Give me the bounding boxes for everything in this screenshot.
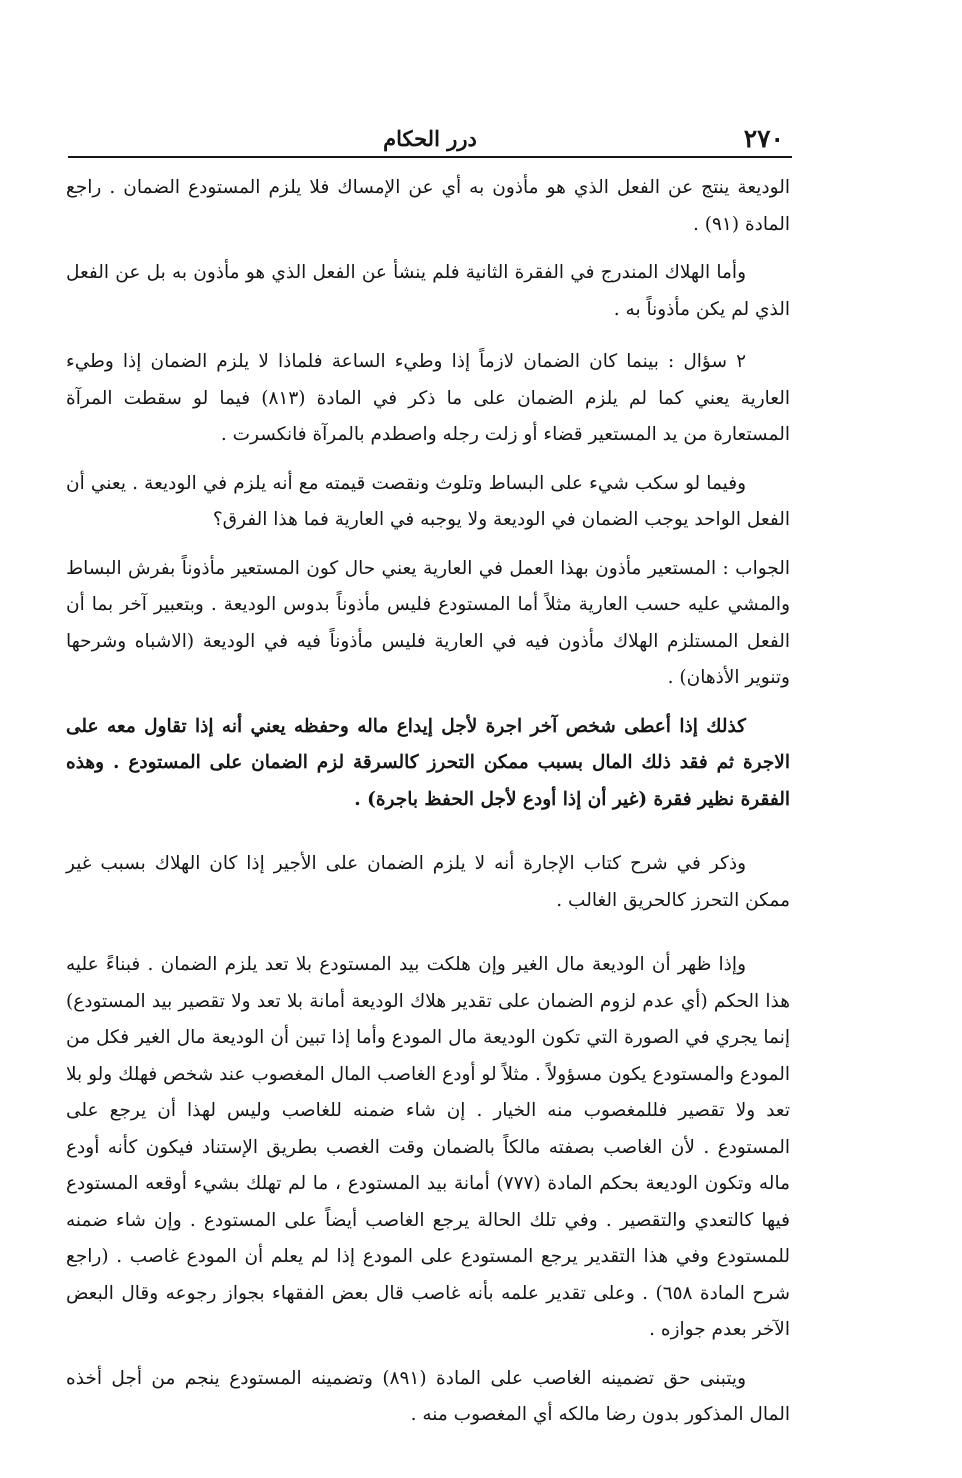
paragraph-2: وأما الهلاك المندرج في الفقرة الثانية فلم ينشأ عن الفعل الذي هو مأذون به بل عن الفعل الذي لم يكن مأذوناً به . (66, 262, 790, 320)
paragraph-7: وذكر في شرح كتاب الإجارة أنه لا يلزم الضمان على الأجير إذا كان الهلاك بسبب غير ممكن التحرز كالحريق الغالب . (66, 853, 790, 911)
paragraph-9: ويتبنى حق تضمينه الغاصب على المادة (٨٩١) وتضمينه المستودع ينجم من أجل أخذه المال المذكور بدون رضا مالكه أي المغصوب منه . (66, 1367, 790, 1425)
paragraph-4: وفيما لو سكب شيء على البساط وتلوث ونقصت قيمته مع أنه يلزم في الوديعة . يعني أن الفعل الواحد يوجب الضمان في الوديعة ولا يوجبه في العارية فما هذا الفرق؟ (66, 472, 790, 530)
paragraph-3: ٢ سؤال : بينما كان الضمان لازماً إذا وطيء الساعة فلماذا لا يلزم الضمان إذا وطيء العارية يعني كما لم يلزم الضمان على ما ذكر في المادة (٨١٣) فيما لو سقطت المرآة المستعارة من يد المستعير قضاء أو زلت رجله واصطدم بالمرآة فانكسرت . (66, 351, 791, 445)
running-title: درر الحكام (383, 126, 477, 151)
body-text (66, 170, 790, 1434)
page-number: ٢٧٠ (743, 124, 784, 153)
paragraph-8: وإذا ظهر أن الوديعة مال الغير وإن هلكت بيد المستودع بلا تعد يلزم الضمان . فبناءً عليه هذا الحكم (أي عدم لزوم الضمان على تقدير هلاك الوديعة أمانة بلا تعد ولا تقصير بيد المستودع) إنما يجري في الصورة التي تكون الوديعة مال المودع وأما إذا تبين أن الوديعة مال الغير فكل من المودع والمستودع يكون مسؤولاً . مثلاً لو أودع الغاصب المال المغصوب عند شخص فهلك ولو بلا تعد ولا تقصير فللمغصوب منه الخيار . إن شاء ضمنه للغاصب وليس لهذا أن يرجع على المستودع . لأن الغاصب بصفته مالكاً بالضمان وقت الغصب بطريق الإستناد فيكون كأنه أودع ماله وتكون الوديعة بحكم المادة (٧٧٧) أمانة بيد المستودع ، ما لم تهلك بشيء أوقعه المستودع فيها كالتعدي والتقصير . وفي تلك الحالة يرجع الغاصب أيضاً على المستودع . وإن شاء ضمنه للمستودع وفي هذا التقدير يرجع المستودع على المودع إذا لم يعلم أن المودع غاصب . (راجع شرح المادة ٦٥٨) . وعلى تقدير علمه بأنه غاصب قال بعض الفقهاء بجواز رجوعه وقال البعض الآخر بعدم جوازه . (66, 954, 790, 1340)
header-divider (68, 156, 792, 158)
page-header (68, 122, 792, 156)
paragraph-1: الوديعة ينتج عن الفعل الذي هو مأذون به أي عن الإمساك فلا يلزم المستودع الضمان . راجع المادة (٩١) . (66, 177, 790, 235)
paragraph-5: الجواب : المستعير مأذون بهذا العمل في العارية يعني حال كون المستعير مأذوناً بفرش البساط والمشي عليه حسب العارية مثلاً أما المستودع فليس مأذوناً بدوس الوديعة . وبتعبير آخر بما أن الفعل المستلزم الهلاك مأذون فيه في العارية فليس مأذوناً فيه في الوديعة (الاشباه وشرحها وتنوير الأذهان) . (66, 557, 790, 688)
paragraph-6: كذلك إذا أعطى شخص آخر اجرة لأجل إيداع ماله وحفظه يعني أنه إذا تقاول معه على الاجرة ثم فقد ذلك المال بسبب ممكن التحرز كالسرقة لزم الضمان على المستودع . وهذه الفقرة نظير فقرة (غير أن إذا أودع لأجل الحفظ باجرة) . (66, 715, 790, 810)
